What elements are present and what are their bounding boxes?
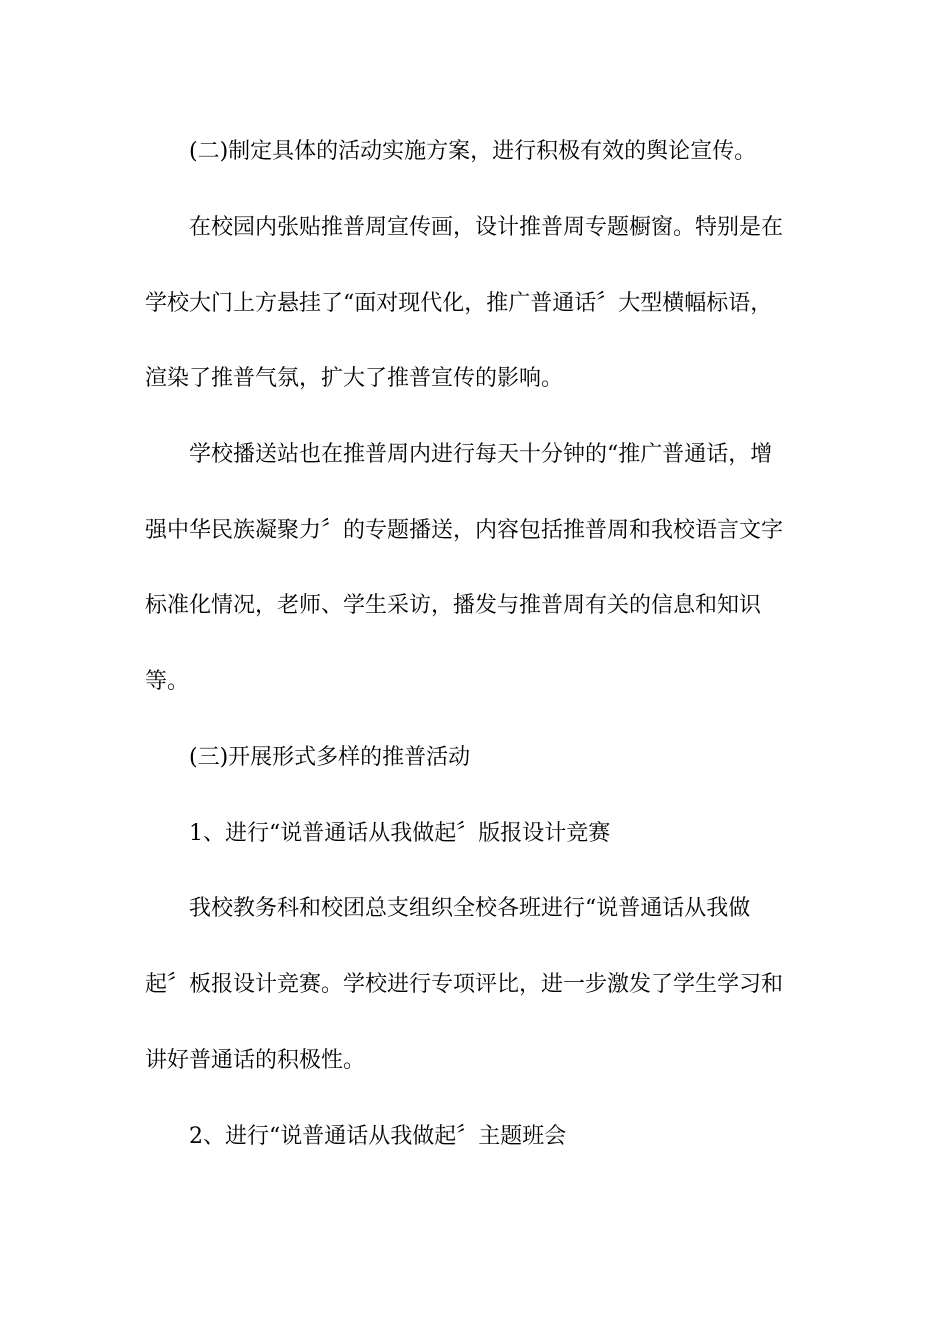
section-heading-2: (二)制定具体的活动实施方案，进行积极有效的舆论宣传。 — [189, 139, 757, 164]
paragraph-line: 等。 — [145, 669, 190, 694]
list-item-heading-2: 2、进行“说普通话从我做起〞主题班会 — [189, 1124, 567, 1149]
paragraph-line: 学校大门上方悬挂了“面对现代化，推广普通话〞大型横幅标语， — [145, 291, 773, 316]
paragraph-line: 渲染了推普气氛，扩大了推普宣传的影响。 — [145, 366, 564, 391]
paragraph-line: 讲好普通话的积极性。 — [145, 1048, 366, 1073]
paragraph-line: 标准化情况，老师、学生采访，播发与推普周有关的信息和知识 — [145, 593, 762, 618]
paragraph-line: 我校教务科和校团总支组织全校各班进行“说普通话从我做 — [189, 896, 751, 921]
paragraph-line: 在校园内张贴推普周宣传画，设计推普周专题橱窗。特别是在 — [189, 215, 784, 240]
section-heading-3: (三)开展形式多样的推普活动 — [189, 745, 471, 770]
paragraph-line: 起〞板报设计竞赛。学校进行专项评比，进一步激发了学生学习和 — [145, 972, 784, 997]
paragraph-line: 学校播送站也在推普周内进行每天十分钟的“推广普通话，增 — [189, 442, 773, 467]
list-item-heading-1: 1、进行“说普通话从我做起〞版报设计竞赛 — [189, 821, 611, 846]
paragraph-line: 强中华民族凝聚力〞的专题播送，内容包括推普周和我校语言文字 — [145, 518, 784, 543]
